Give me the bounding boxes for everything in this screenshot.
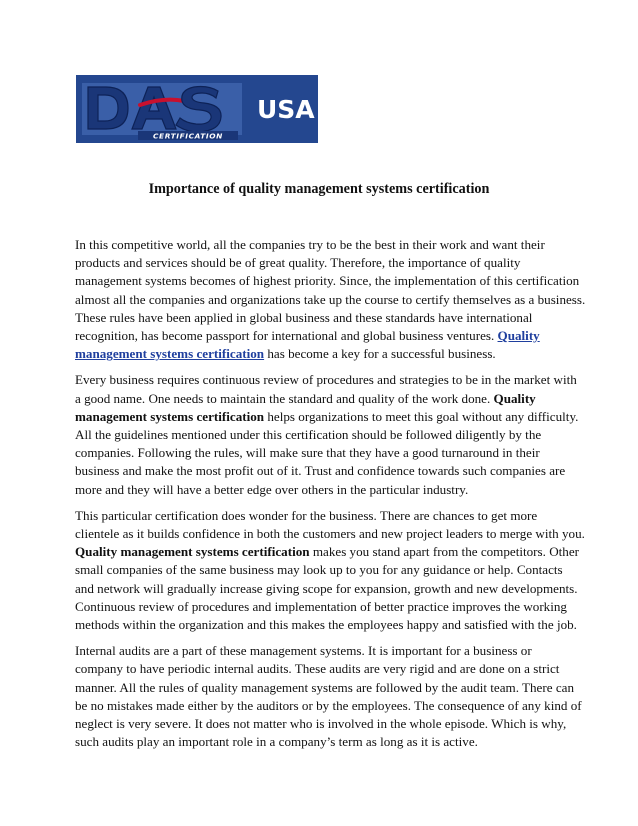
- text-run: makes you stand apart from the competitors. Other: [309, 544, 580, 560]
- text-run: neglect is very severe. It does not matter who is involved in the whole episode. Which is why,: [75, 716, 567, 732]
- text-run: This particular certification does wonder for the business. There are chances to get more: [75, 507, 538, 523]
- paragraph: [75, 236, 586, 363]
- text-line: [75, 291, 586, 309]
- text-run: a good name. One needs to maintain the standard and quality of the work done.: [75, 390, 494, 406]
- text-run: has become a key for a successful business.: [264, 346, 496, 362]
- text-run: more and they will have a better edge over others in the particular industry.: [75, 481, 469, 497]
- bold-phrase: Quality: [493, 390, 536, 406]
- document-body: [75, 236, 586, 751]
- qms-certification-link[interactable]: management systems certification: [75, 346, 265, 362]
- text-run: such audits play an important role in a company’s term as long as it is active.: [75, 734, 478, 750]
- company-logo: [76, 75, 318, 143]
- text-run: small companies of the same business may look up to you for any guidance or help. Contacts: [75, 562, 563, 578]
- text-line: [75, 642, 575, 660]
- text-run: company to have periodic internal audits. These audits are very rigid and are done on a strict: [75, 661, 560, 677]
- text-run: management systems becomes of highest priority. Since, the implementation of this certification: [75, 273, 580, 289]
- qms-certification-link[interactable]: Quality: [497, 328, 540, 344]
- text-line: [75, 679, 575, 697]
- text-line: [75, 426, 575, 444]
- bold-phrase: Quality management systems certification: [75, 544, 310, 560]
- text-line: [75, 616, 575, 634]
- text-run: clientele as it builds confidence in both the customers and new project leaders to merge with you.: [75, 526, 585, 542]
- paragraph: [75, 507, 585, 634]
- text-line: [75, 408, 579, 426]
- text-line: [75, 254, 575, 272]
- text-line: [75, 561, 575, 579]
- text-run: Continuous review of procedures and implementation of better practice improves the working: [75, 598, 567, 614]
- text-line: [75, 272, 580, 290]
- text-run: companies. Following the rules, will make sure that they have a good turnaround in their: [75, 445, 540, 461]
- document-title: Importance of quality management systems certification: [148, 181, 490, 197]
- text-run: manner. All the rules of quality management systems are followed by the audit team. There can: [75, 679, 574, 695]
- text-line: [75, 715, 575, 733]
- text-line: [75, 507, 575, 525]
- text-run: In this competitive world, all the companies try to be the best in their work and want their: [75, 237, 545, 252]
- text-run: products and services should be of great quality. Therefore, the importance of quality: [75, 255, 521, 271]
- logo-subtitle: CERTIFICATION: [153, 131, 223, 141]
- bold-phrase: management systems certification: [75, 408, 265, 424]
- text-line: [75, 697, 582, 715]
- text-line: [75, 481, 575, 499]
- text-line: [75, 390, 575, 408]
- text-run: All the guidelines mentioned under this certification should be followed diligently by the: [75, 427, 542, 443]
- text-run: and network will gradually increase giving scope for expansion, growth and new developments.: [75, 580, 578, 596]
- text-line: [75, 598, 575, 616]
- text-line: [75, 236, 575, 254]
- text-run: Internal audits are a part of these management systems. It is important for a business or: [75, 643, 532, 659]
- text-line: [75, 345, 575, 363]
- text-run: be no mistakes made either by the auditors or by the employees. The consequence of any kind of: [75, 697, 582, 713]
- text-run: helps organizations to meet this goal without any difficulty.: [264, 408, 579, 424]
- text-run: methods within the organization and this makes the employees happy and satisfied with the job.: [75, 617, 577, 633]
- text-line: [75, 543, 580, 561]
- text-line: [75, 733, 575, 751]
- text-run: These rules have been applied in global business and these standards have international: [75, 309, 533, 325]
- text-line: [75, 327, 575, 345]
- text-line: [75, 309, 575, 327]
- text-line: [75, 371, 575, 389]
- paragraph: [75, 371, 579, 498]
- text-run: recognition, has become passport for international and global business ventures.: [75, 328, 498, 344]
- text-run: almost all the companies and organizations take up the course to certify themselves as a business.: [75, 291, 586, 307]
- text-run: business and make the most profit out of it. Trust and confidence towards such companies are: [75, 463, 566, 479]
- paragraph: [75, 642, 582, 751]
- text-line: [75, 462, 575, 480]
- text-run: Every business requires continuous review of procedures and strategies to be in the market with: [75, 372, 577, 388]
- logo-country: USA: [257, 95, 315, 124]
- logo-graphic: [76, 75, 318, 143]
- text-line: [75, 444, 575, 462]
- text-line: [75, 525, 585, 543]
- text-line: [75, 580, 578, 598]
- text-line: [75, 660, 575, 678]
